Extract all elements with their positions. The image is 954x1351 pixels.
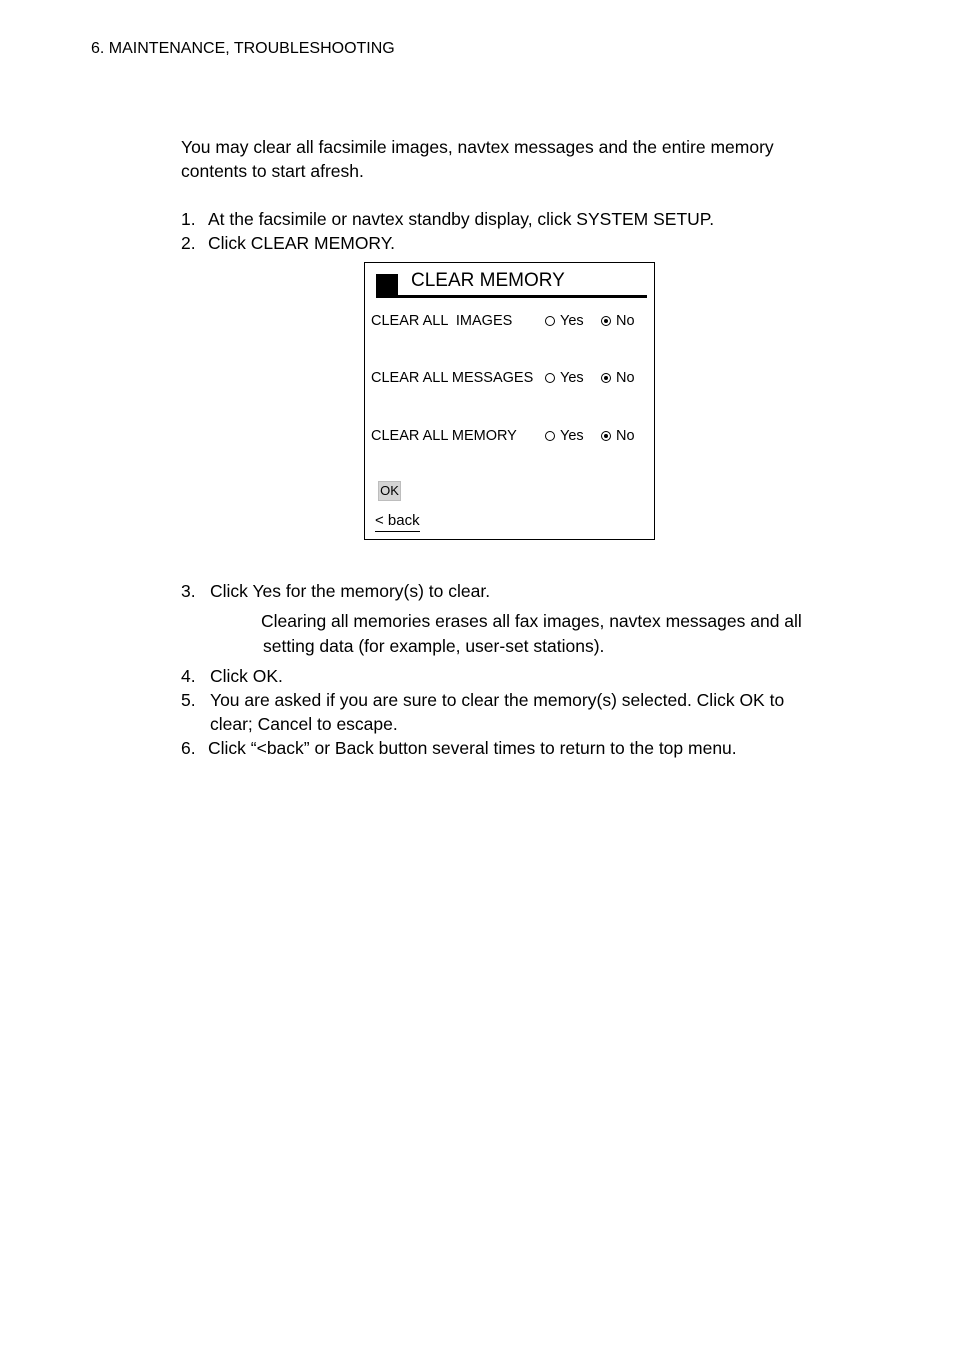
option-clear-all-messages [371,369,651,387]
step-number: 4. [181,666,196,686]
step-2 [181,231,395,255]
step-6 [181,736,737,760]
step-text: Click “<back” or Back button several times to return to the top menu. [208,738,737,758]
radio-label: No [616,313,635,329]
step-number: 2. [181,233,196,253]
option-label: CLEAR ALL IMAGES [371,313,513,329]
radio-label: No [616,370,635,386]
step-1 [181,207,714,231]
step-text: Click Yes for the memory(s) to clear. [210,581,491,601]
note-line-2: setting data (for example, user-set stations). [263,636,605,656]
radio-checked-icon [601,373,611,383]
note-line-1: Clearing all memories erases all fax images, navtex messages and all [261,611,802,631]
no-radio[interactable] [601,369,635,387]
intro-line-1: You may clear all facsimile images, navtex messages and the entire memory [181,137,774,157]
title-underline [376,295,647,298]
step-number: 5. [181,690,196,710]
radio-unchecked-icon [545,373,555,383]
dialog-title: CLEAR MEMORY [411,270,565,291]
step-number: 6. [181,738,196,758]
option-clear-all-memory [371,427,651,445]
radio-unchecked-icon [545,431,555,441]
ok-button[interactable]: OK [378,481,401,501]
radio-label: Yes [560,428,584,444]
back-link[interactable]: < back [375,512,420,532]
step-text: Click CLEAR MEMORY. [208,233,396,253]
option-label: CLEAR ALL MEMORY [371,428,517,444]
step-5-continuation: clear; Cancel to escape. [210,714,398,734]
no-radio[interactable] [601,312,635,330]
radio-label: Yes [560,370,584,386]
intro-line-2: contents to start afresh. [181,161,364,181]
radio-label: No [616,428,635,444]
step-text: Click OK. [210,666,283,686]
radio-label: Yes [560,313,584,329]
step-5 [181,688,784,712]
yes-radio[interactable] [545,369,584,387]
radio-checked-icon [601,431,611,441]
running-header: 6. MAINTENANCE, TROUBLESHOOTING [91,40,395,57]
step-4 [181,664,283,688]
step-number: 1. [181,209,196,229]
step-number: 3. [181,581,196,601]
step-text: You are asked if you are sure to clear the memory(s) selected. Click OK to [210,690,785,710]
yes-radio[interactable] [545,427,584,445]
option-label: CLEAR ALL MESSAGES [371,370,534,386]
title-marker-block [376,274,398,297]
option-clear-all-images [371,312,651,330]
clear-memory-dialog [364,262,655,540]
radio-checked-icon [601,316,611,326]
step-3 [181,579,490,603]
yes-radio[interactable] [545,312,584,330]
step-text: At the facsimile or navtex standby display, click SYSTEM SETUP. [208,209,715,229]
radio-unchecked-icon [545,316,555,326]
no-radio[interactable] [601,427,635,445]
